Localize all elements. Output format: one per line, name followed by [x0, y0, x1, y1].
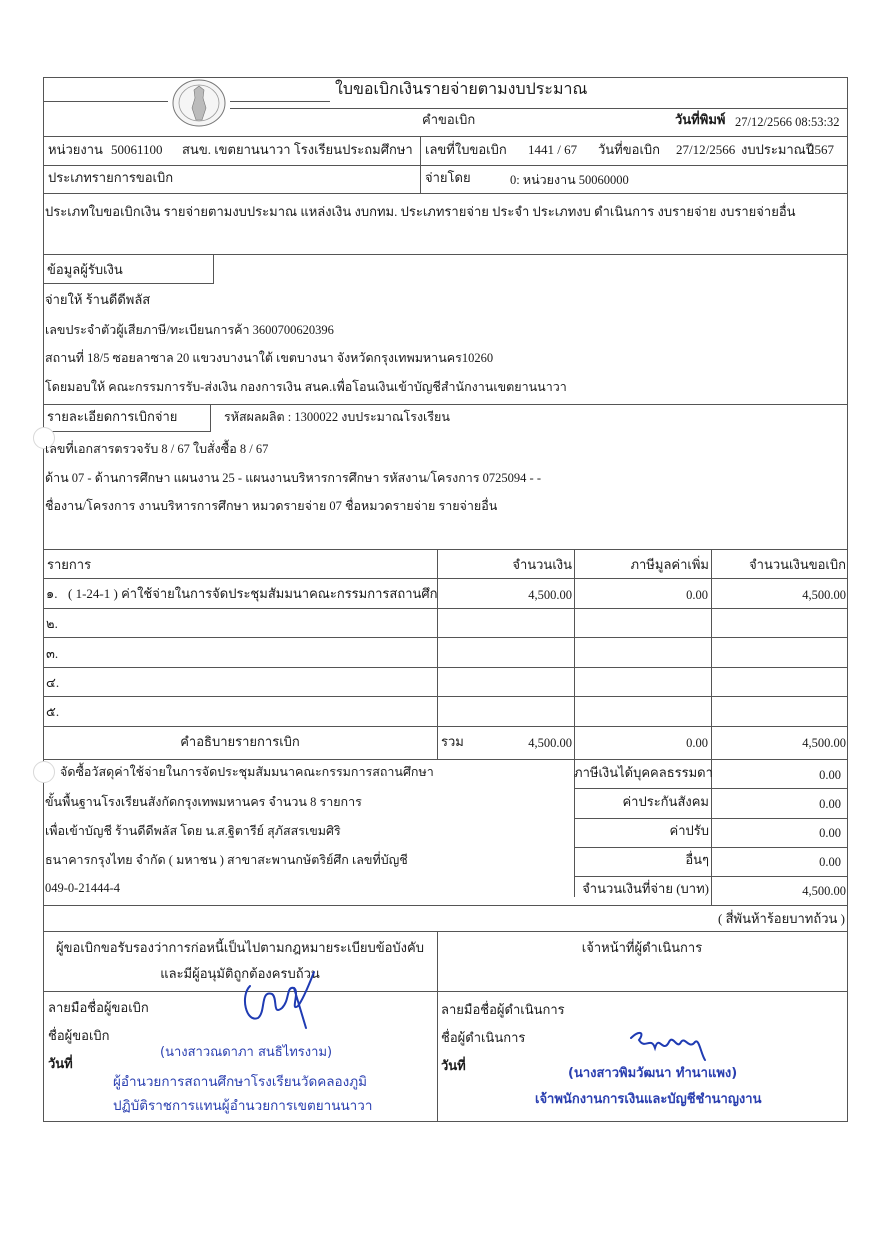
table-top-border [43, 549, 847, 550]
item-amount: 4,500.00 [528, 588, 572, 602]
deduction-value: 0.00 [819, 797, 841, 811]
pay-to: จ่ายให้ ร้านดีดีพลัส [45, 292, 151, 307]
requester-stamp-acting: ปฏิบัติราชการแทนผู้อำนวยการเขตยานนาวา [113, 1098, 373, 1114]
table-col-divider [437, 549, 438, 760]
total-request-amount: 4,500.00 [802, 736, 846, 750]
request-no-value: 1441 / 67 [528, 142, 578, 157]
column-header-amount: จำนวนเงิน [512, 557, 572, 572]
item-vat: 0.00 [686, 588, 708, 602]
row-divider [43, 136, 847, 137]
requester-signature-label: ลายมือชื่อผู้ขอเบิก [48, 1000, 149, 1015]
deduction-label: ภาษีเงินได้บุคคลธรรมดา [574, 765, 713, 780]
print-date-value: 27/12/2566 08:53:32 [735, 115, 840, 129]
punch-hole [33, 761, 55, 783]
document-number-line: เลขที่เอกสารตรวจรับ 8 / 67 ใบสั่งซื้อ 8 / 67 [45, 442, 269, 456]
row-divider [43, 759, 847, 760]
document-type-line: ประเภทใบขอเบิกเงิน รายจ่ายตามงบประมาณ แหล่งเงิน งบกทม. ประเภทรายจ่าย ประจำ ประเภทงบ ดำเนินการ งบรายจ่าย งบรายจ่ายอื่น [45, 204, 796, 219]
total-amount: 4,500.00 [528, 736, 572, 750]
item-type-label: ประเภทรายการขอเบิก [48, 170, 174, 185]
row-divider [574, 876, 847, 877]
unit-label: หน่วยงาน [48, 142, 103, 157]
net-payment-label: จำนวนเงินที่จ่าย (บาท) [582, 881, 709, 896]
delegate-line: โดยมอบให้ คณะกรรมการรับ-ส่งเงิน กองการเงิน สนค.เพื่อโอนเงินเข้าบัญชีสำนักงานเขตยานนาวา [45, 380, 567, 394]
item-no: ๒. [46, 616, 58, 631]
row-divider [43, 578, 847, 579]
column-header-vat: ภาษีมูลค่าเพิ่ม [630, 557, 709, 572]
title-underline [230, 108, 847, 109]
details-section-label: รายละเอียดการเบิกจ่าย [47, 409, 178, 424]
net-payment-value: 4,500.00 [802, 884, 846, 898]
description-line: ธนาคารกรุงไทย จำกัด ( มหาชน ) สาขาสะพานกษัตริย์ศึก เลขที่บัญชี [45, 853, 408, 867]
requester-signature-icon [232, 968, 322, 1038]
total-label: รวม [441, 734, 464, 749]
description-line: จัดซื้อวัสดุค่าใช้จ่ายในการจัดประชุมสัมมนาคณะกรรมการสถานศึกษา [60, 765, 434, 779]
item-no: ๕. [46, 704, 60, 719]
operator-signature-icon [625, 1028, 710, 1064]
deduction-label: ค่าปรับ [669, 823, 709, 838]
certification-text-1: ผู้ขอเบิกขอรับรองว่าการก่อหนี้เป็นไปตามกฎหมายระเบียบข้อบังคับ [56, 940, 424, 955]
row-divider [43, 667, 847, 668]
row-divider [43, 905, 847, 906]
product-code: รหัสผลผลิต : 1300022 งบประมาณโรงเรียน [224, 410, 450, 424]
certification-text-2: และมีผู้อนุมัติถูกต้องครบถ้วน [160, 966, 320, 981]
item-no: ๔. [46, 675, 60, 690]
unit-name: สนข. เขตยานนาวา โรงเรียนประถมศึกษา [182, 142, 413, 157]
row-divider [43, 931, 847, 932]
operator-stamp-position: เจ้าพนักงานการเงินและบัญชีชำนาญงาน [535, 1092, 762, 1107]
paid-by-label: จ่ายโดย [425, 170, 471, 185]
row-divider [43, 696, 847, 697]
tax-id: เลขประจำตัวผู้เสียภาษี/ทะเบียนการค้า 3600700620396 [45, 323, 334, 337]
operator-name-label: ชื่อผู้ดำเนินการ [441, 1030, 526, 1045]
row-divider [43, 608, 847, 609]
unit-code: 50061100 [111, 142, 163, 157]
requester-stamp-name: (นางสาวณดาภา สนธิไทรงาม) [160, 1045, 333, 1060]
print-date-label: วันที่พิมพ์ [675, 112, 726, 127]
aspect-plan-line: ด้าน 07 - ด้านการศึกษา แผนงาน 25 - แผนงานบริหารการศึกษา รหัสงาน/โครงการ 0725094 - - [45, 471, 541, 485]
frame-right-border [847, 77, 848, 1122]
bangkok-seal-icon [170, 78, 228, 128]
description-line: 049-0-21444-4 [45, 881, 120, 895]
header-rule-right [230, 101, 330, 102]
request-subtitle: คำขอเบิก [422, 112, 476, 127]
frame-top-border [43, 77, 847, 78]
operator-header: เจ้าหน้าที่ผู้ดำเนินการ [581, 940, 703, 955]
requester-stamp-position: ผู้อำนวยการสถานศึกษาโรงเรียนวัดคลองภูมิ [113, 1074, 368, 1090]
deduction-label: อื่นๆ [685, 852, 709, 867]
column-header-item: รายการ [47, 557, 92, 572]
description-line: ขั้นพื้นฐานโรงเรียนสังกัดกรุงเทพมหานคร จำนวน 8 รายการ [45, 795, 362, 809]
deduction-label: ค่าประกันสังคม [622, 794, 709, 809]
row-divider [574, 847, 847, 848]
budget-year-label: งบประมาณปี [741, 142, 814, 157]
request-no-label: เลขที่ใบขอเบิก [425, 142, 507, 157]
deduction-value: 0.00 [819, 768, 841, 782]
row-divider [574, 788, 847, 789]
total-vat: 0.00 [686, 736, 708, 750]
operator-signature-label: ลายมือชื่อผู้ดำเนินการ [441, 1002, 565, 1017]
requester-date-label: วันที่ [48, 1056, 73, 1071]
requester-name-label: ชื่อผู้ขอเบิก [48, 1028, 110, 1043]
budget-year-value: 2567 [808, 142, 834, 157]
row-divider [43, 726, 847, 727]
paid-by-value: 0: หน่วยงาน 50060000 [510, 173, 629, 187]
signature-col-divider [437, 931, 438, 1121]
item-request-amount: 4,500.00 [802, 588, 846, 602]
table-col-divider [711, 549, 712, 760]
payee-section-label: ข้อมูลผู้รับเงิน [47, 262, 123, 277]
row-divider [43, 991, 847, 992]
project-line: ชื่องาน/โครงการ งานบริหารการศึกษา หมวดรายจ่าย 07 ชื่อหมวดรายจ่าย รายจ่ายอื่น [45, 499, 498, 513]
row-divider [43, 637, 847, 638]
document-title: ใบขอเบิกเงินรายจ่ายตามงบประมาณ [335, 81, 588, 98]
operator-date-label: วันที่ [441, 1058, 466, 1073]
deduction-value: 0.00 [819, 855, 841, 869]
description-header: คำอธิบายรายการเบิก [180, 734, 300, 749]
row-divider [43, 165, 847, 166]
frame-bottom-border [43, 1121, 847, 1122]
item-description: ( 1-24-1 ) ค่าใช้จ่ายในการจัดประชุมสัมมนาคณะกรรมการสถานศึก [68, 586, 438, 601]
request-date-value: 27/12/2566 [676, 142, 736, 157]
row-divider [574, 818, 847, 819]
item-no: ๑. [46, 586, 58, 601]
payee-address: สถานที่ 18/5 ซอยลาซาล 20 แขวงบางนาใต้ เขตบางนา จังหวัดกรุงเทพมหานคร10260 [45, 351, 494, 365]
column-header-request-amount: จำนวนเงินขอเบิก [749, 557, 846, 572]
row-divider [43, 193, 847, 194]
header-rule-left [43, 101, 168, 102]
item-no: ๓. [46, 646, 59, 661]
amount-in-words: ( สี่พันห้าร้อยบาทถ้วน ) [717, 911, 845, 926]
request-date-label: วันที่ขอเบิก [598, 142, 661, 157]
description-line: เพื่อเข้าบัญชี ร้านดีดีพลัส โดย น.ส.ฐิตารีย์ สุภัสสรเขมศิริ [45, 824, 341, 838]
operator-stamp-name: (นางสาวพิมวัฒนา ทำนาแพง) [568, 1066, 738, 1081]
deduction-value: 0.00 [819, 826, 841, 840]
